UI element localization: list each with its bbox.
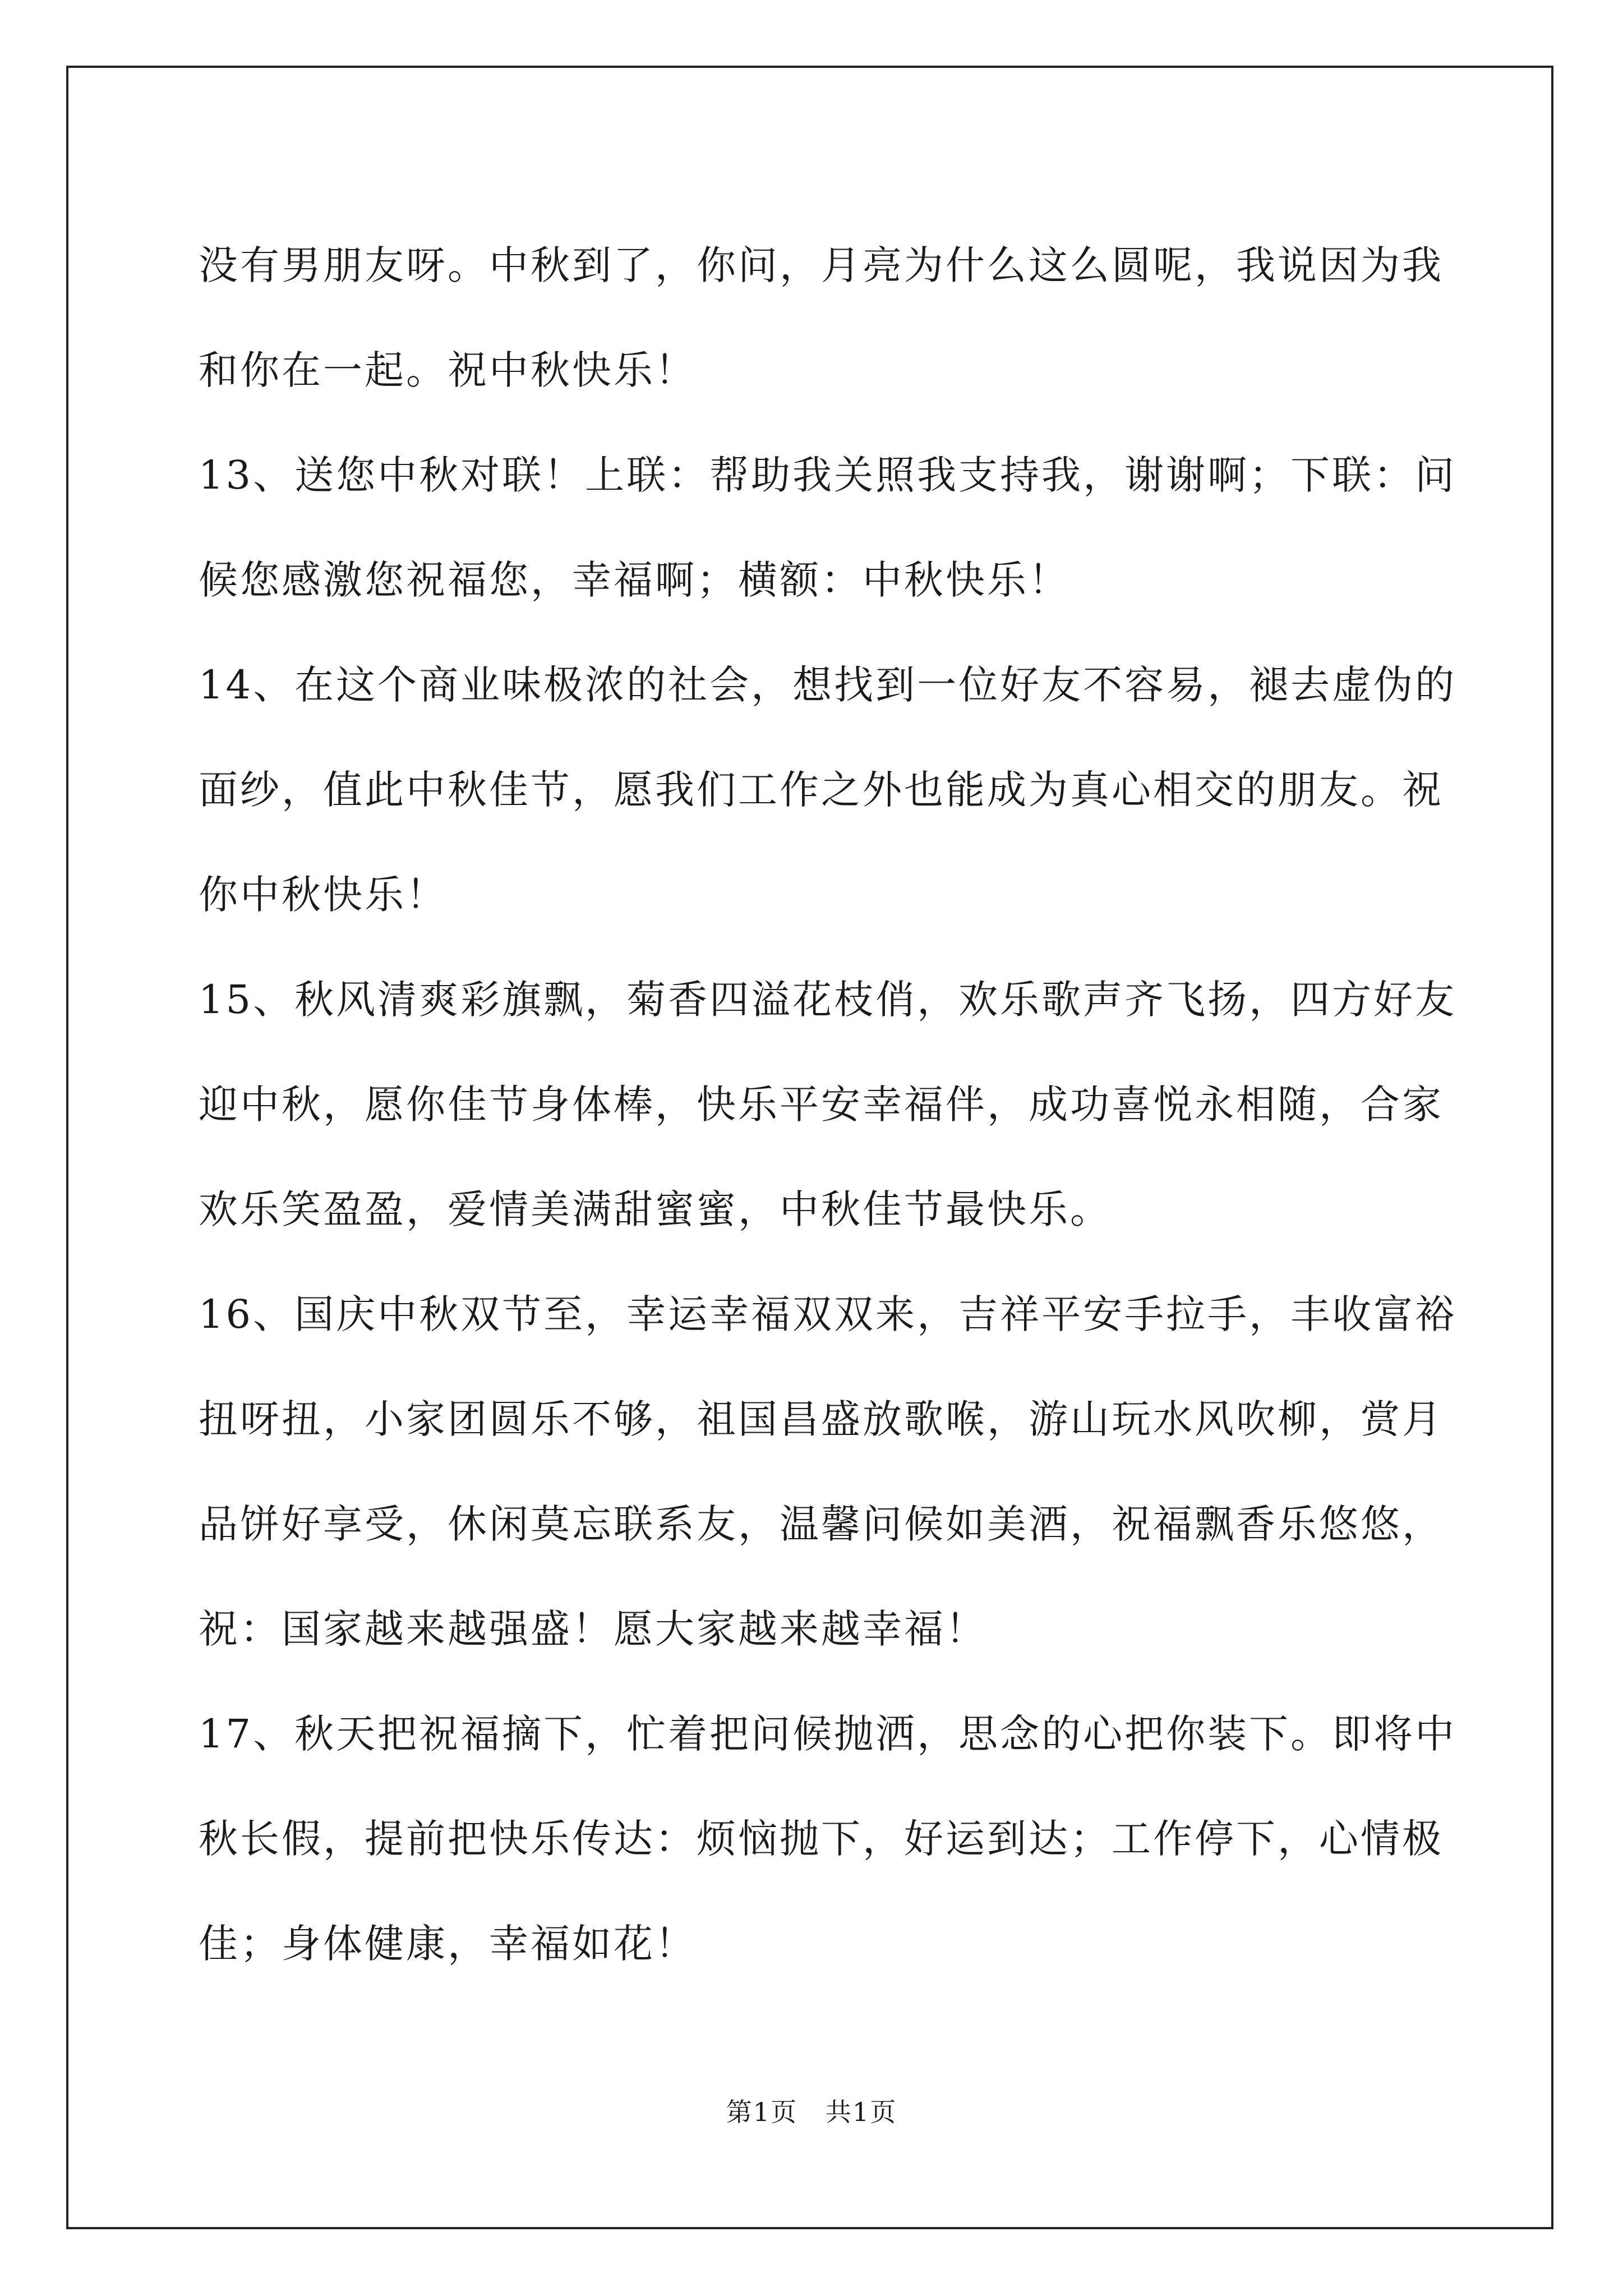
text-line: 和你在一起。祝中秋快乐！ [199, 347, 697, 393]
text-line: 扭呀扭，小家团圆乐不够，祖国昌盛放歌喉，游山玩水风吹柳，赏月 [199, 1396, 1444, 1442]
text-line: 你中秋快乐！ [199, 872, 448, 918]
text-line: 秋长假，提前把快乐传达：烦恼抛下，好运到达；工作停下，心情极 [199, 1816, 1444, 1862]
text-line: 候您感激您祝福您，幸福啊；横额：中秋快乐！ [199, 557, 1070, 603]
text-line: 14、在这个商业味极浓的社会，想找到一位好友不容易，褪去虚伪的 [199, 662, 1457, 708]
text-line: 祝：国家越来越强盛！愿大家越来越幸福！ [199, 1606, 987, 1652]
document-body [199, 213, 1457, 1996]
text-line: 13、送您中秋对联！上联：帮助我关照我支持我，谢谢啊；下联：问 [199, 452, 1457, 498]
text-line: 15、秋风清爽彩旗飘，菊香四溢花枝俏，欢乐歌声齐飞扬，四方好友 [199, 977, 1457, 1023]
text-line: 佳；身体健康，幸福如花！ [199, 1921, 697, 1967]
text-line: 迎中秋，愿你佳节身体棒，快乐平安幸福伴，成功喜悦永相随，合家 [199, 1082, 1444, 1128]
text-line: 16、国庆中秋双节至，幸运幸福双双来，吉祥平安手拉手，丰收富裕 [199, 1291, 1457, 1337]
text-line: 面纱，值此中秋佳节，愿我们工作之外也能成为真心相交的朋友。祝 [199, 767, 1444, 813]
page-number-footer: 第1页 共1页 [726, 2097, 897, 2127]
text-line: 品饼好享受，休闲莫忘联系友，温馨问候如美酒，祝福飘香乐悠悠， [199, 1501, 1444, 1547]
text-line: 17、秋天把祝福摘下，忙着把问候抛洒，思念的心把你装下。即将中 [199, 1711, 1457, 1757]
text-line: 欢乐笑盈盈，爱情美满甜蜜蜜，中秋佳节最快乐。 [199, 1186, 1112, 1232]
text-line: 没有男朋友呀。中秋到了，你问，月亮为什么这么圆呢，我说因为我 [199, 242, 1444, 288]
